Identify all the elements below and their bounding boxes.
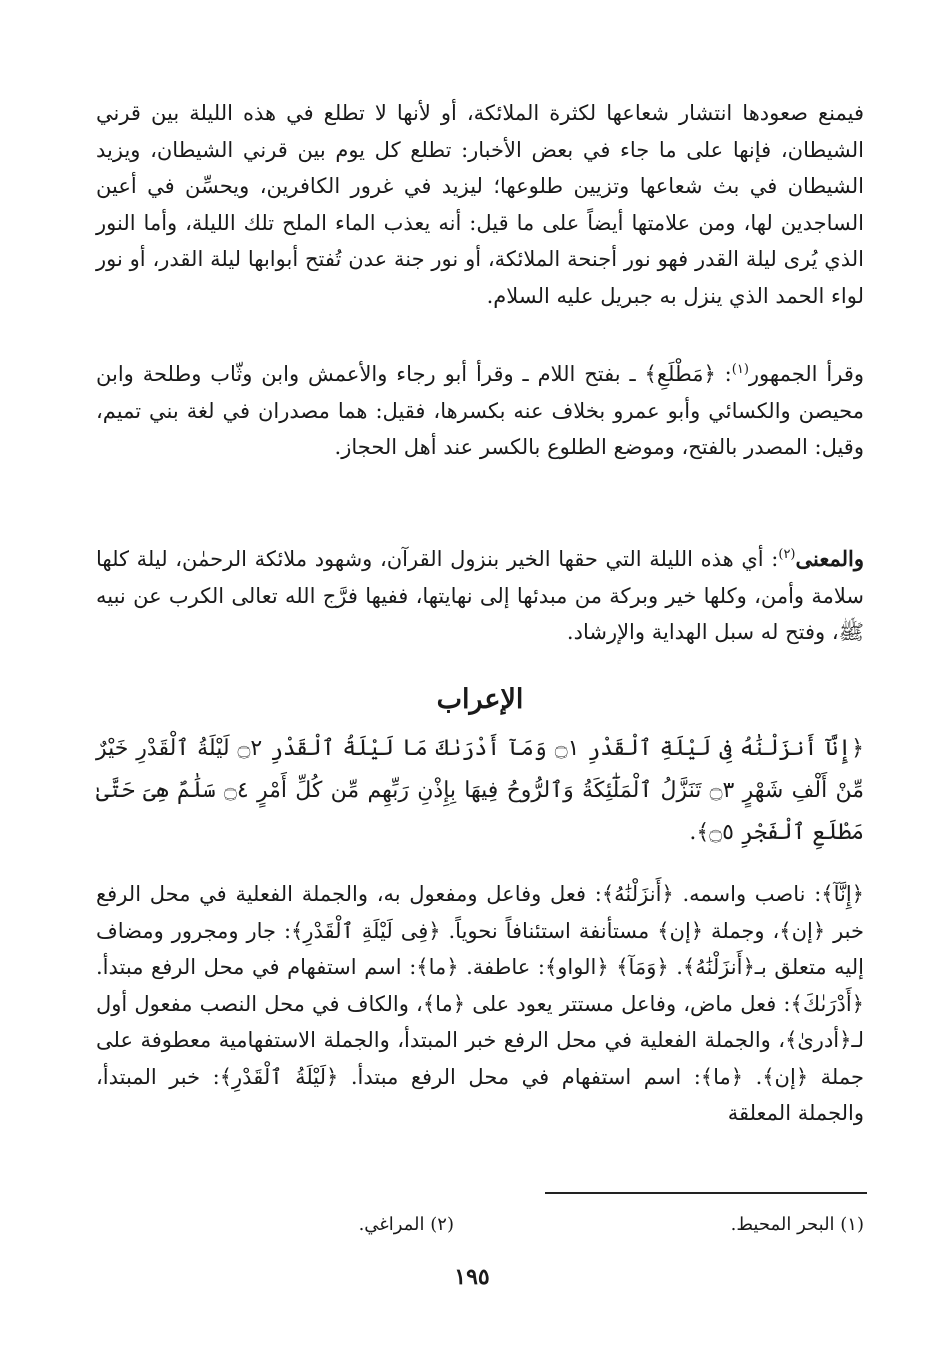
paragraph-readings-lead: وقرأ الجمهور [748,362,865,386]
section-heading: الإعراب [436,684,524,715]
quran-verse: ﴿إِنَّآ أَنزَلْنَٰهُ فِى لَيْلَةِ ٱلْقَدْرِ ۝١ وَمَآ أَدْرَىٰكَ مَا لَيْلَةُ ٱلْقَدْرِ ۝٢ لَيْلَةُ ٱلْقَدْرِ خَيْرٌ مِّنْ أَلْفِ شَهْرٍ ۝٣ تَنَزَّلُ ٱلْمَلَٰٓئِكَةُ وَٱلرُّوحُ فِيهَا بِإِذْنِ رَبِّهِم مِّن كُلِّ أَمْرٍ ۝٤ سَلَٰمٌ هِىَ حَتَّىٰ مَطْلَعِ ٱلْفَجْرِ ۝٥﴾. [96,736,865,845]
footnote-ref-2[interactable]: (٢) [778,547,796,562]
paragraph-readings-body: : ﴿مَطْلَعِ﴾ ـ بفتح اللام ـ وقرأ أبو رجاء والأعمش وابن وثّاب وطلحة وابن محيصن والكسائي وأبو عمرو بخلاف عنه بكسرها، فقيل: هما مصدران في لغة بني تميم، وقيل: المصدر بالفتح، وموضع الطلوع بالكسر عند أهل الحجاز. [96,362,864,459]
footnotes [96,1210,864,1240]
paragraph-meaning-body: : أي هذه الليلة التي حقها الخير بنزول القرآن، وشهود ملائكة الرحمٰن، ليلة كلها سلامة وأمن، وكلها خير وبركة من مبدئها إلى نهايتها، ففيها فرَّج الله تعالى الكرب عن نبيه ﷺ، وفتح له سبل الهداية والإرشاد. [96,547,864,644]
footnote-divider [545,1192,867,1194]
paragraph-meaning [96,541,864,651]
footnote-ref-1[interactable]: (١) [731,362,749,377]
paragraph-readings [96,356,864,466]
paragraph-1: فيمنع صعودها انتشار شعاعها لكثرة الملائكة، أو لأنها لا تطلع في هذه الليلة بين قرني الشيطان، فإنها على ما جاء في بعض الأخبار: تطلع كل يوم بين قرني الشيطان، ويزيد الشيطان في بث شعاعها وتزيين طلوعها؛ ليزيد في غرور الكافرين، ويحسِّن في أعين الساجدين لها، ومن علامتها أيضاً على ما قيل: أنه يعذب الماء الملح تلك الليلة، وأما النور الذي يُرى ليلة القدر فهو نور أجنحة الملائكة، أو نور جنة عدن تُفتح أبوابها ليلة القدر، أو نور لواء الحمد الذي ينزل به جبريل عليه السلام. [96,101,864,308]
paragraph-parsing: ﴿إِنَّآ﴾: ناصب واسمه. ﴿أَنزَلْنَٰهُ﴾: فعل وفاعل ومفعول به، والجملة الفعلية في محل الرفع خبر ﴿إن﴾، وجملة ﴿إن﴾ مستأنفة استئنافاً نحوياً. ﴿فِى لَيْلَةِ ٱلْقَدْرِ﴾: جار ومجرور ومضاف إليه متعلق بـ﴿أَنزَلْنَٰهُ﴾. ﴿وَمَآ﴾ ﴿الواو﴾: عاطفة. ﴿ما﴾: اسم استفهام في محل الرفع مبتدأ. ﴿أَدْرَىٰكَ﴾: فعل ماض، وفاعل مستتر يعود على ﴿ما﴾، والكاف في محل النصب مفعول أول لـ﴿أدرىٰ﴾، والجملة الفعلية في محل الرفع خبر المبتدأ، والجملة الاستفهامية معطوفة على جملة ﴿إن﴾. ﴿ما﴾: اسم استفهام في محل الرفع مبتدأ. ﴿لَيْلَةُ ٱلْقَدْرِ﴾: خبر المبتدأ، والجملة المعلقة [96,882,864,1125]
footnote-2: (٢) المراغي. [358,1214,454,1235]
paragraph-meaning-lead: والمعنى [795,546,864,571]
page-number: ١٩٥ [454,1264,490,1290]
footnote-1: (١) البحر المحيط. [730,1214,864,1235]
